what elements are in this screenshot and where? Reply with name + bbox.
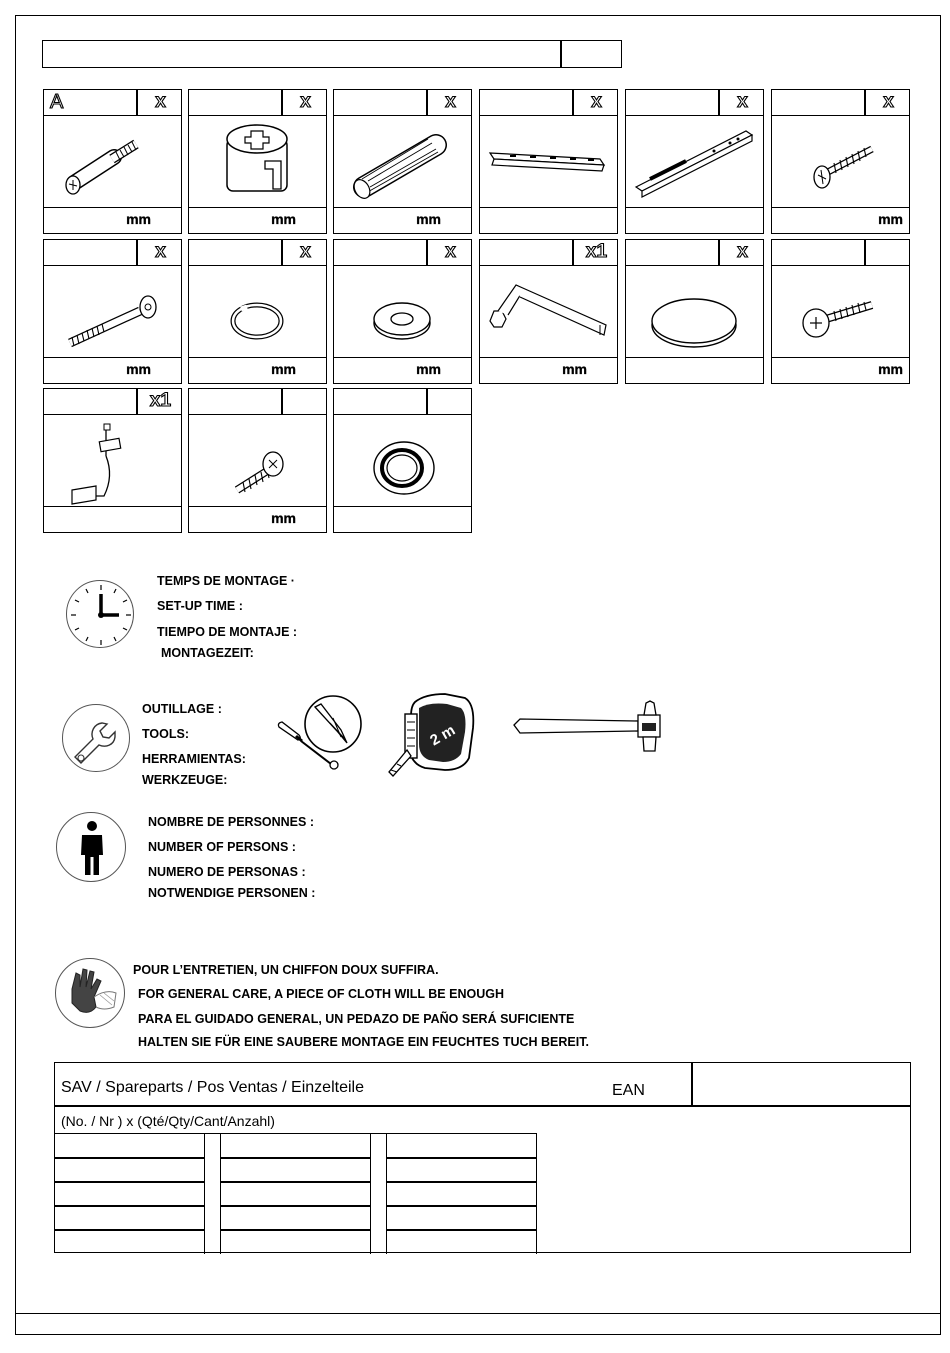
part-quantity: x (155, 241, 166, 262)
part-cell (43, 89, 182, 234)
part-unit: mm (878, 211, 903, 227)
part-unit: mm (271, 211, 296, 227)
assembly-time-en: SET-UP TIME : (157, 599, 243, 613)
part-quantity: x1 (585, 241, 608, 262)
wooden-dowel-icon (334, 117, 470, 207)
screwdriver-icon (275, 693, 370, 778)
flat-washer-icon (334, 267, 470, 357)
spareparts-box (54, 1062, 911, 1253)
cloth-hand-icon (55, 958, 125, 1028)
part-cell (333, 239, 472, 384)
hammer-icon (510, 697, 670, 762)
part-unit: mm (878, 361, 903, 377)
countersunk-screw-icon (772, 117, 908, 207)
part-cell (625, 89, 764, 234)
care-de: HALTEN SIE FÜR EINE SAUBERE MONTAGE EIN FEUCHTES TUCH BEREIT. (138, 1035, 589, 1049)
title-bar (42, 40, 622, 68)
part-cell (43, 388, 182, 533)
footer-divider (15, 1313, 941, 1314)
pan-head-screw-icon (772, 267, 908, 357)
tools-en: TOOLS: (142, 727, 189, 741)
assembly-time-de: MONTAGEZEIT: (161, 646, 254, 660)
persons-de: NOTWENDIGE PERSONEN : (148, 886, 316, 900)
persons-fr: NOMBRE DE PERSONNES : (148, 815, 314, 829)
part-unit: mm (562, 361, 587, 377)
part-cell (43, 239, 182, 384)
ean-label: EAN (612, 1082, 645, 1099)
care-es: PARA EL GUIDADO GENERAL, UN PEDAZO DE PAÑO SERÁ SUFICIENTE (138, 1012, 575, 1026)
tape-measure-icon (385, 688, 480, 788)
care-fr: POUR L’ENTRETIEN, UN CHIFFON DOUX SUFFIRA. (133, 963, 439, 977)
felt-pad-icon (626, 267, 762, 357)
part-quantity: x1 (149, 390, 172, 411)
care-en: FOR GENERAL CARE, A PIECE OF CLOTH WILL BE ENOUGH (138, 987, 504, 1001)
spareparts-column-2[interactable] (220, 1133, 371, 1254)
hex-bolt-icon (44, 267, 180, 357)
clock-icon (66, 580, 134, 648)
split-ring-icon (189, 267, 325, 357)
assembly-time-es: TIEMPO DE MONTAJE : (157, 625, 298, 639)
person-icon (56, 812, 126, 882)
part-cell (479, 239, 618, 384)
part-quantity: x (445, 91, 456, 112)
part-cell (188, 239, 327, 384)
tools-fr: OUTILLAGE : (142, 702, 222, 716)
part-quantity: x (300, 241, 311, 262)
tools-es: HERRAMIENTAS: (142, 752, 246, 766)
allen-key-icon (480, 267, 616, 357)
cam-bolt-icon (44, 117, 180, 207)
part-quantity: x (737, 91, 748, 112)
part-unit: mm (416, 211, 441, 227)
part-cell (771, 89, 910, 234)
part-unit: mm (271, 361, 296, 377)
drawer-rail-icon (480, 117, 616, 207)
part-quantity: x (737, 241, 748, 262)
tools-de: WERKZEUGE: (142, 773, 228, 787)
part-cell (771, 239, 910, 384)
slide-rail-icon (626, 117, 762, 207)
persons-es: NUMERO DE PERSONAS : (148, 865, 306, 879)
part-quantity: x (445, 241, 456, 262)
assembly-time-fr: TEMPS DE MONTAGE · (157, 574, 295, 588)
part-cell (479, 89, 618, 234)
part-cell (188, 89, 327, 234)
spareparts-column-1[interactable] (55, 1133, 205, 1254)
cam-lock-icon (189, 117, 325, 207)
grommet-icon (334, 416, 470, 506)
part-unit: mm (126, 211, 151, 227)
part-cell (333, 89, 472, 234)
spareparts-subtitle: (No. / Nr ) x (Qté/Qty/Cant/Anzahl) (61, 1113, 275, 1129)
part-quantity: x (591, 91, 602, 112)
part-cell (188, 388, 327, 533)
part-quantity: x (300, 91, 311, 112)
spareparts-title: SAV / Spareparts / Pos Ventas / Einzelteile (61, 1079, 364, 1096)
part-quantity: x (883, 91, 894, 112)
wall-strap-icon (44, 416, 180, 506)
persons-en: NUMBER OF PERSONS : (148, 840, 296, 854)
part-unit: mm (126, 361, 151, 377)
part-unit: mm (416, 361, 441, 377)
wrench-icon (62, 704, 130, 772)
part-cell (625, 239, 764, 384)
part-quantity: x (155, 91, 166, 112)
part-letter: A (50, 91, 64, 113)
spareparts-column-3[interactable] (386, 1133, 537, 1254)
tape-label: 2 m (427, 721, 459, 750)
wood-screw-icon (189, 416, 325, 506)
part-cell (333, 388, 472, 533)
part-unit: mm (271, 510, 296, 526)
